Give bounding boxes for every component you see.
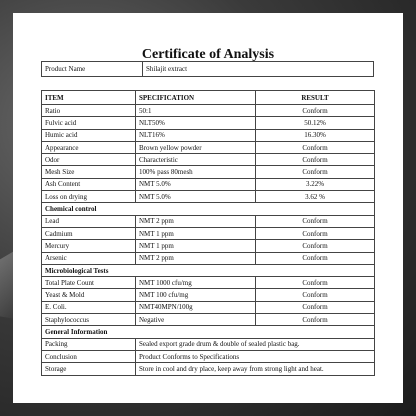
header-specification: SPECIFICATION bbox=[136, 91, 256, 105]
storage-value: Store in cool and dry place, keep away from strong light and heat. bbox=[136, 363, 375, 375]
item-cell: Ash Content bbox=[42, 178, 136, 190]
table-row bbox=[42, 338, 375, 350]
spec-cell: NMT 1 ppm bbox=[136, 240, 256, 252]
item-cell: Odor bbox=[42, 154, 136, 166]
result-cell: 3.62 % bbox=[256, 191, 375, 203]
result-cell: Conform bbox=[256, 289, 375, 301]
table-row bbox=[42, 314, 375, 326]
table-row bbox=[42, 141, 375, 153]
section-row-general bbox=[42, 326, 375, 338]
result-cell: 3.22% bbox=[256, 178, 375, 190]
table-row bbox=[42, 350, 375, 362]
table-row bbox=[42, 289, 375, 301]
header-row bbox=[42, 91, 375, 105]
table-row bbox=[42, 129, 375, 141]
result-cell: Conform bbox=[256, 301, 375, 313]
spec-cell: 50:1 bbox=[136, 105, 256, 117]
table-row bbox=[42, 154, 375, 166]
item-cell: Loss on drying bbox=[42, 191, 136, 203]
spec-cell: NMT40MPN/100g bbox=[136, 301, 256, 313]
document-title: Certificate of Analysis bbox=[141, 47, 275, 62]
item-cell: Mercury bbox=[42, 240, 136, 252]
item-cell: Appearance bbox=[42, 141, 136, 153]
spec-cell: Characteristic bbox=[136, 154, 256, 166]
table-row bbox=[42, 252, 375, 264]
item-cell: Lead bbox=[42, 215, 136, 227]
result-cell: Conform bbox=[256, 154, 375, 166]
section-title: General Information bbox=[42, 326, 375, 338]
spec-cell: NMT 2 ppm bbox=[136, 215, 256, 227]
spec-cell: NMT 100 cfu/mg bbox=[136, 289, 256, 301]
section-row-chemical bbox=[42, 203, 375, 215]
item-cell: Arsenic bbox=[42, 252, 136, 264]
spec-cell: NLT50% bbox=[136, 117, 256, 129]
header-item: ITEM bbox=[42, 91, 136, 105]
packing-value: Sealed export grade drum & double of sealed plastic bag. bbox=[136, 338, 375, 350]
product-row bbox=[42, 62, 374, 77]
item-cell: Ratio bbox=[42, 105, 136, 117]
analysis-table bbox=[41, 90, 375, 376]
table-row bbox=[42, 277, 375, 289]
section-row-micro bbox=[42, 264, 375, 276]
spec-cell: Negative bbox=[136, 314, 256, 326]
spec-cell: NMT 5.0% bbox=[136, 191, 256, 203]
spec-cell: 100% pass 80mesh bbox=[136, 166, 256, 178]
spec-cell: NMT 5.0% bbox=[136, 178, 256, 190]
header-result: RESULT bbox=[256, 91, 375, 105]
result-cell: Conform bbox=[256, 240, 375, 252]
table-row bbox=[42, 117, 375, 129]
result-cell: Conform bbox=[256, 141, 375, 153]
table-row bbox=[42, 178, 375, 190]
item-cell: E. Coli. bbox=[42, 301, 136, 313]
item-cell: Humic acid bbox=[42, 129, 136, 141]
spec-cell: NMT 1000 cfu/mg bbox=[136, 277, 256, 289]
section-title: Microbiological Tests bbox=[42, 264, 375, 276]
certificate-sheet bbox=[13, 13, 403, 403]
table-row bbox=[42, 240, 375, 252]
item-cell: Staphylococcus bbox=[42, 314, 136, 326]
table-row bbox=[42, 191, 375, 203]
product-label: Product Name bbox=[42, 62, 143, 77]
result-cell: Conform bbox=[256, 227, 375, 239]
spec-cell: NLT16% bbox=[136, 129, 256, 141]
spec-cell: NMT 2 ppm bbox=[136, 252, 256, 264]
table-row bbox=[42, 166, 375, 178]
item-cell: Yeast & Mold bbox=[42, 289, 136, 301]
item-cell: Mesh Size bbox=[42, 166, 136, 178]
spec-cell: Brown yellow powder bbox=[136, 141, 256, 153]
result-cell: 16.30% bbox=[256, 129, 375, 141]
conclusion-value: Product Conforms to Specifications bbox=[136, 350, 375, 362]
result-cell: Conform bbox=[256, 105, 375, 117]
packing-label: Packing bbox=[42, 338, 136, 350]
item-cell: Fulvic acid bbox=[42, 117, 136, 129]
table-row bbox=[42, 215, 375, 227]
table-row bbox=[42, 301, 375, 313]
result-cell: Conform bbox=[256, 314, 375, 326]
result-cell: Conform bbox=[256, 166, 375, 178]
product-value: Shilajit extract bbox=[143, 62, 374, 77]
result-cell: Conform bbox=[256, 252, 375, 264]
table-row bbox=[42, 363, 375, 375]
storage-label: Storage bbox=[42, 363, 136, 375]
result-cell: 50.12% bbox=[256, 117, 375, 129]
item-cell: Total Plate Count bbox=[42, 277, 136, 289]
table-row bbox=[42, 227, 375, 239]
conclusion-label: Conclusion bbox=[42, 350, 136, 362]
table-row bbox=[42, 105, 375, 117]
product-table bbox=[41, 61, 374, 77]
item-cell: Cadmium bbox=[42, 227, 136, 239]
section-title: Chemical control bbox=[42, 203, 375, 215]
spec-cell: NMT 1 ppm bbox=[136, 227, 256, 239]
result-cell: Conform bbox=[256, 215, 375, 227]
result-cell: Conform bbox=[256, 277, 375, 289]
